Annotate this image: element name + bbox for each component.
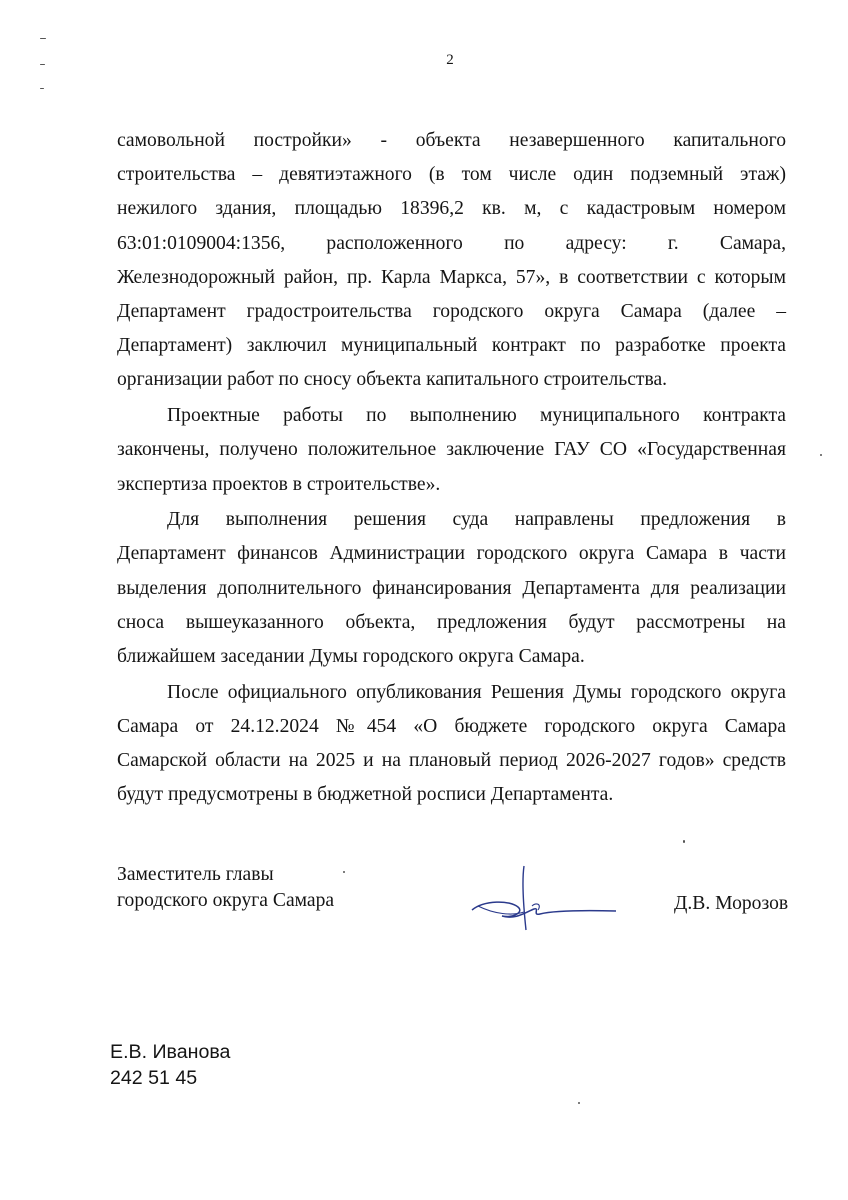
- text-line: 63:01:0109004:1356, расположенного по адресу: г. Самара,: [117, 232, 786, 254]
- signatory-title-line: Заместитель главы: [117, 864, 274, 885]
- signatory-title-line: городского округа Самара: [117, 890, 335, 911]
- text-line: организации работ по сносу объекта капитального строительства.: [117, 369, 668, 391]
- executor-phone: 242 51 45: [110, 1067, 198, 1089]
- text-line: экспертиза проектов в строительстве».: [117, 473, 441, 495]
- text-line: самовольной постройки» - объекта незавершенного капитального: [117, 130, 786, 151]
- signatory-title: [117, 862, 334, 914]
- paragraph-continuation: [117, 124, 786, 398]
- text-line: Самара от 24.12.2024 №454 «О бюджете городского округа Самара: [117, 715, 786, 737]
- signatory-name: Д.В. Морозов: [674, 893, 789, 914]
- text-line: нежилого здания, площадью 18396,2 кв. м, с кадастровым номером: [117, 198, 786, 220]
- text-line: выделения дополнительного финансирования Департамента для реализации: [117, 577, 786, 599]
- paragraph-budget: [117, 676, 786, 813]
- paragraph-project-works: [117, 399, 786, 502]
- text-line: Железнодорожный район, пр. Карла Маркса, 57», в соответствии с которым: [117, 266, 786, 288]
- handwritten-signature: [466, 862, 626, 934]
- scan-speck: [578, 1102, 580, 1104]
- scan-speck: [40, 38, 46, 39]
- scan-speck: [40, 64, 45, 65]
- text-line: Департамент градостроительства городского округа Самара (далее –: [117, 301, 786, 323]
- text-line: Для выполнения решения суда направлены предложения в: [167, 509, 786, 531]
- text-line: После официального опубликования Решения Думы городского округа: [167, 681, 786, 703]
- text-line: Самарской области на 2025 и на плановый период 2026-2027 годов» средств: [117, 750, 786, 772]
- text-line: Проектные работы по выполнению муниципального контракта: [167, 405, 786, 427]
- scan-speck: [683, 840, 685, 843]
- page-number: 2: [446, 52, 454, 68]
- text-line: сноса вышеуказанного объекта, предложения будут рассмотрены на: [117, 611, 786, 633]
- executor-block: [110, 1039, 230, 1091]
- executor-name: Е.В. Иванова: [110, 1041, 231, 1063]
- scan-speck: [820, 454, 822, 456]
- scan-speck: [40, 88, 44, 89]
- text-line: Департамент финансов Администрации городского округа Самара в части: [117, 543, 786, 565]
- paragraph-court-decision: [117, 503, 786, 674]
- text-line: закончены, получено положительное заключение ГАУ СО «Государственная: [117, 439, 786, 461]
- letter-body: [117, 124, 786, 813]
- text-line: ближайшем заседании Думы городского округа Самара.: [117, 646, 585, 668]
- text-line: Департамент) заключил муниципальный контракт по разработке проекта: [117, 335, 786, 357]
- scan-speck: [343, 871, 345, 873]
- text-line: будут предусмотрены в бюджетной росписи Департамента.: [117, 784, 614, 806]
- text-line: строительства – девятиэтажного (в том числе один подземный этаж): [117, 164, 786, 186]
